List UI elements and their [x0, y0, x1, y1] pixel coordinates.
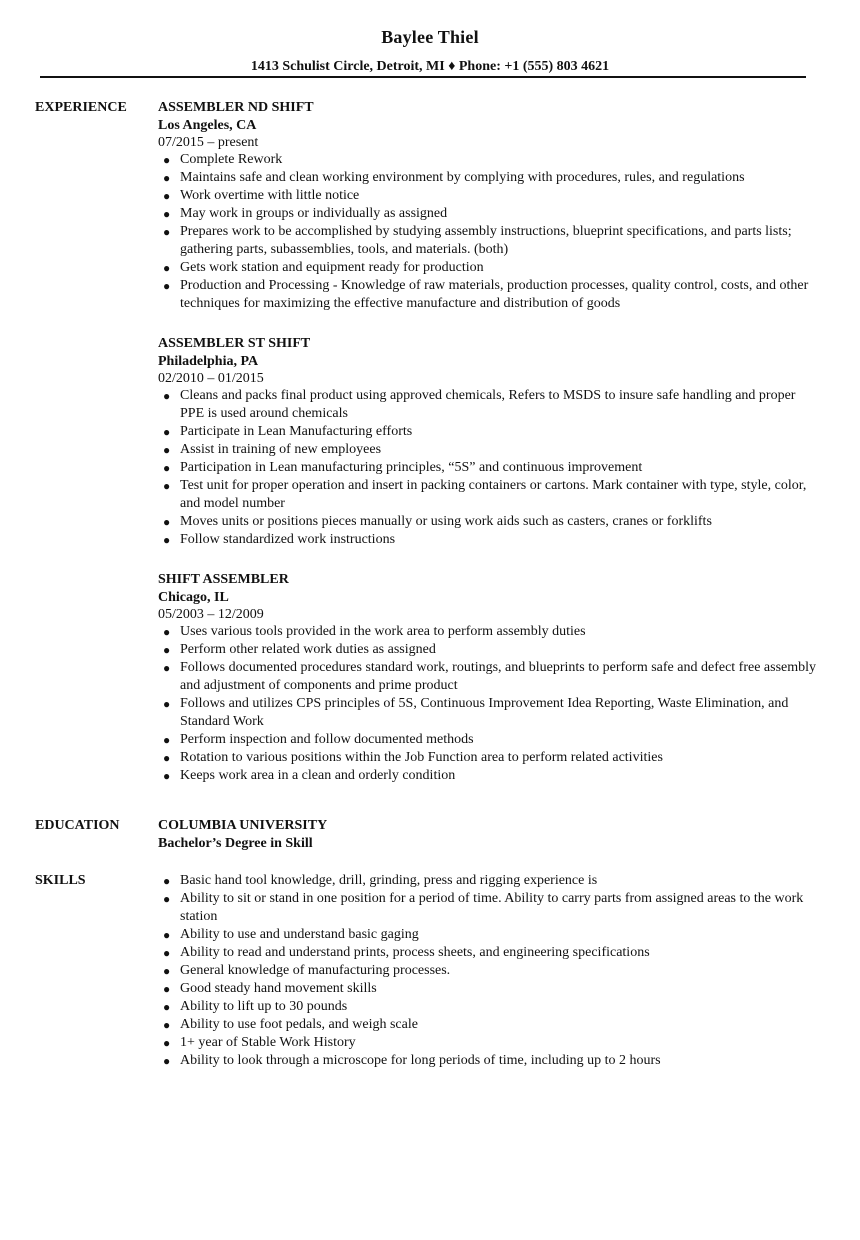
- duty-item: [158, 731, 818, 749]
- skill-item: [158, 962, 818, 980]
- duty-item: [158, 623, 818, 641]
- job-entry: [158, 99, 818, 313]
- duty-item: [158, 749, 818, 767]
- duty-text: Keeps work area in a clean and orderly condition: [180, 768, 456, 783]
- skill-text: General knowledge of manufacturing processes.: [180, 963, 451, 978]
- duty-text: Production and Processing - Knowledge of raw materials, production processes, quality control, costs, and other techniques for maximizing the effective manufacture and distribution of goods: [180, 278, 809, 311]
- bullet-icon: ●: [163, 425, 171, 439]
- duty-item: [158, 277, 818, 313]
- duty-item: [158, 187, 818, 205]
- duty-item: [158, 205, 818, 223]
- skill-item: [158, 1016, 818, 1034]
- duty-text: Uses various tools provided in the work area to perform assembly duties: [180, 624, 586, 639]
- bullet-icon: ●: [163, 515, 171, 529]
- job-location: Philadelphia, PA: [158, 354, 259, 369]
- duty-item: [158, 477, 818, 513]
- duty-text: Assist in training of new employees: [180, 442, 382, 457]
- experience-heading: EXPERIENCE: [35, 100, 127, 115]
- skill-text: Ability to sit or stand in one position for a period of time. Ability to carry parts from assigned areas to the work station: [180, 891, 804, 924]
- job-title: SHIFT ASSEMBLER: [158, 572, 289, 587]
- bullet-icon: ●: [163, 533, 171, 547]
- education-entry: [158, 817, 818, 853]
- job-entry: [158, 571, 818, 785]
- duty-item: [158, 513, 818, 531]
- bullet-icon: ●: [163, 1018, 171, 1032]
- job-location: Chicago, IL: [158, 590, 229, 605]
- bullet-icon: ●: [163, 751, 171, 765]
- job-duties: [158, 387, 818, 549]
- skill-text: Ability to lift up to 30 pounds: [180, 999, 348, 1014]
- bullet-icon: ●: [163, 389, 171, 403]
- bullet-icon: ●: [163, 946, 171, 960]
- duty-item: [158, 695, 818, 731]
- skill-text: Ability to look through a microscope for long periods of time, including up to 2 hours: [180, 1053, 661, 1068]
- duty-item: [158, 259, 818, 277]
- duty-text: Follows documented procedures standard work, routings, and blueprints to perform safe and defect free assembly and adjustment of components and prime product: [180, 660, 817, 693]
- bullet-icon: ●: [163, 1000, 171, 1014]
- bullet-icon: ●: [163, 189, 171, 203]
- skill-item: [158, 890, 818, 926]
- job-duties: [158, 623, 818, 785]
- skill-text: Good steady hand movement skills: [180, 981, 377, 996]
- job-dates: 02/2010 – 01/2015: [158, 371, 264, 386]
- skills-list-container: [158, 872, 818, 1070]
- bullet-icon: ●: [163, 982, 171, 996]
- skill-item: [158, 1034, 818, 1052]
- bullet-icon: ●: [163, 461, 171, 475]
- skills-list: [158, 872, 818, 1070]
- duty-text: Prepares work to be accomplished by studying assembly instructions, blueprint specifications, and parts lists; gathering parts, subassemblies, tools, and materials. (both): [180, 224, 792, 257]
- bullet-icon: ●: [163, 733, 171, 747]
- duty-item: [158, 151, 818, 169]
- bullet-icon: ●: [163, 928, 171, 942]
- duty-text: Maintains safe and clean working environment by complying with procedures, rules, and regulations: [180, 170, 745, 185]
- bullet-icon: ●: [163, 479, 171, 493]
- skill-text: Ability to use and understand basic gaging: [180, 927, 419, 942]
- duty-item: [158, 459, 818, 477]
- duty-text: Gets work station and equipment ready for production: [180, 260, 484, 275]
- experience-list: [158, 99, 818, 807]
- duty-text: Follows and utilizes CPS principles of 5S, Continuous Improvement Idea Reporting, Waste Elimination, and Standard Work: [180, 696, 789, 729]
- bullet-icon: ●: [163, 261, 171, 275]
- candidate-name: Baylee Thiel: [381, 27, 479, 47]
- duty-text: Cleans and packs final product using approved chemicals, Refers to MSDS to insure safe handling and proper PPE is used around chemicals: [180, 388, 796, 421]
- duty-text: Participate in Lean Manufacturing efforts: [180, 424, 413, 439]
- skill-item: [158, 872, 818, 890]
- job-dates: 07/2015 – present: [158, 135, 259, 150]
- duty-text: Complete Rework: [180, 152, 283, 167]
- education-heading: EDUCATION: [35, 818, 120, 833]
- duty-text: Follow standardized work instructions: [180, 532, 396, 547]
- skill-text: 1+ year of Stable Work History: [180, 1035, 356, 1050]
- skill-item: [158, 944, 818, 962]
- job-dates: 05/2003 – 12/2009: [158, 607, 264, 622]
- duty-item: [158, 441, 818, 459]
- duty-item: [158, 767, 818, 785]
- bullet-icon: ●: [163, 625, 171, 639]
- duty-item: [158, 641, 818, 659]
- duty-item: [158, 223, 818, 259]
- bullet-icon: ●: [163, 207, 171, 221]
- job-duties: [158, 151, 818, 313]
- bullet-icon: ●: [163, 153, 171, 167]
- skill-text: Basic hand tool knowledge, drill, grinding, press and rigging experience is: [180, 873, 598, 888]
- skill-text: Ability to use foot pedals, and weigh scale: [180, 1017, 418, 1032]
- bullet-icon: ●: [163, 225, 171, 239]
- degree: Bachelor’s Degree in Skill: [158, 836, 313, 851]
- job-entry: [158, 335, 818, 549]
- skill-text: Ability to read and understand prints, process sheets, and engineering specifications: [180, 945, 650, 960]
- duty-text: Test unit for proper operation and insert in packing containers or cartons. Mark container with type, style, color, and model number: [180, 478, 807, 511]
- duty-item: [158, 659, 818, 695]
- bullet-icon: ●: [163, 892, 171, 906]
- school-name: COLUMBIA UNIVERSITY: [158, 818, 328, 833]
- bullet-icon: ●: [163, 769, 171, 783]
- skill-item: [158, 926, 818, 944]
- bullet-icon: ●: [163, 171, 171, 185]
- header-divider: [40, 76, 806, 78]
- duty-text: May work in groups or individually as assigned: [180, 206, 448, 221]
- bullet-icon: ●: [163, 1054, 171, 1068]
- duty-text: Rotation to various positions within the Job Function area to perform related activities: [180, 750, 663, 765]
- bullet-icon: ●: [163, 279, 171, 293]
- bullet-icon: ●: [163, 643, 171, 657]
- duty-text: Work overtime with little notice: [180, 188, 360, 203]
- duty-text: Perform inspection and follow documented methods: [180, 732, 474, 747]
- resume-header: [0, 24, 860, 76]
- job-title: ASSEMBLER ST SHIFT: [158, 336, 311, 351]
- duty-text: Participation in Lean manufacturing principles, “5S” and continuous improvement: [180, 460, 643, 475]
- duty-text: Perform other related work duties as assigned: [180, 642, 436, 657]
- bullet-icon: ●: [163, 874, 171, 888]
- bullet-icon: ●: [163, 964, 171, 978]
- duty-item: [158, 531, 818, 549]
- bullet-icon: ●: [163, 443, 171, 457]
- job-location: Los Angeles, CA: [158, 118, 257, 133]
- skill-item: [158, 1052, 818, 1070]
- skill-item: [158, 980, 818, 998]
- bullet-icon: ●: [163, 697, 171, 711]
- duty-item: [158, 169, 818, 187]
- skills-heading: SKILLS: [35, 873, 86, 888]
- duty-text: Moves units or positions pieces manually or using work aids such as casters, cranes or forklifts: [180, 514, 712, 529]
- bullet-icon: ●: [163, 1036, 171, 1050]
- duty-item: [158, 423, 818, 441]
- job-title: ASSEMBLER ND SHIFT: [158, 100, 314, 115]
- bullet-icon: ●: [163, 661, 171, 675]
- duty-item: [158, 387, 818, 423]
- skill-item: [158, 998, 818, 1016]
- contact-line: 1413 Schulist Circle, Detroit, MI ♦ Phone: +1 (555) 803 4621: [250, 59, 610, 74]
